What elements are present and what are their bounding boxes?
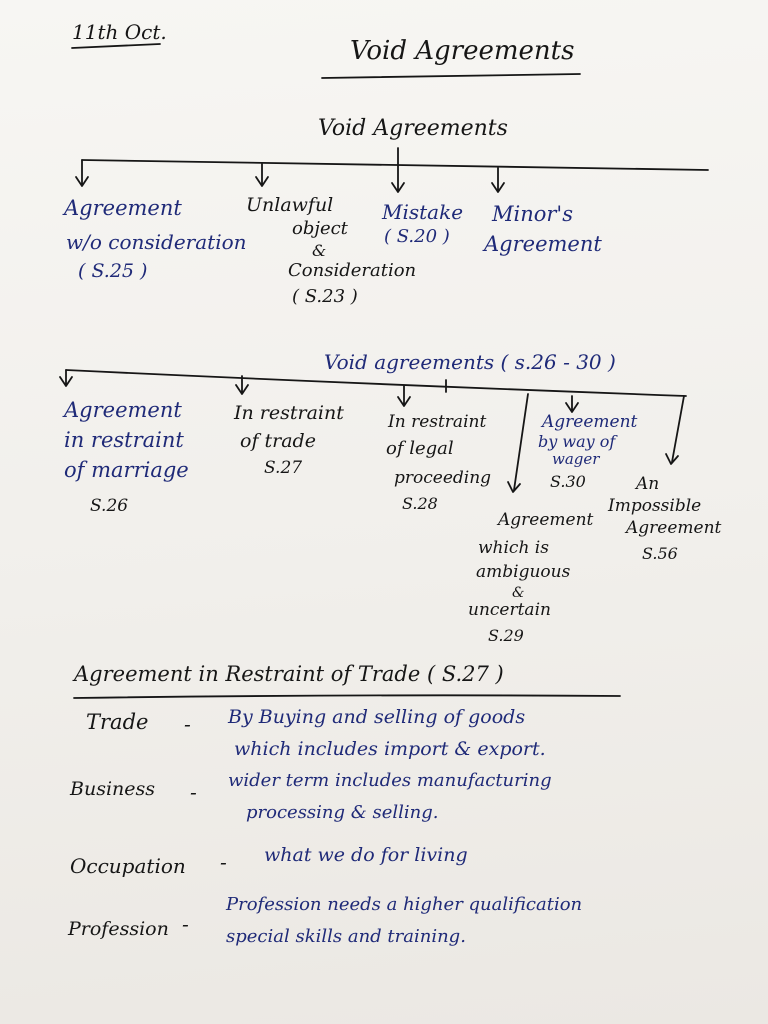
tree1-item-line: object xyxy=(292,218,348,239)
page-title: Void Agreements xyxy=(350,36,575,66)
arrow xyxy=(508,394,528,492)
term-dash: - xyxy=(220,850,227,874)
tree2-item-line: S.29 xyxy=(488,626,524,645)
tree2-item-line: uncertain xyxy=(468,600,551,620)
term-label: Profession xyxy=(68,918,169,940)
tree2-item-line: which is xyxy=(478,538,549,558)
tree2-item-line: wager xyxy=(552,450,600,468)
date-note: 11th Oct. xyxy=(72,20,167,44)
tree1-item-line: ( S.25 ) xyxy=(78,260,148,282)
tree1-item-line: Agreement xyxy=(484,232,602,256)
tree2-item-line: Agreement xyxy=(498,510,594,530)
tree2-item-line: by way of xyxy=(538,432,616,451)
tree1-branch-line xyxy=(82,160,708,170)
arrow xyxy=(256,164,268,186)
arrow xyxy=(666,396,684,464)
tree2-item-line: ambiguous xyxy=(476,562,571,582)
arrow xyxy=(566,396,578,412)
tree2-item-line: In restraint xyxy=(388,412,487,432)
tree2-item-line: Agreement xyxy=(542,412,638,432)
term-definition: processing & selling. xyxy=(246,802,439,823)
tree2-item-line: S.30 xyxy=(550,472,586,491)
tree2-item-line: S.26 xyxy=(90,496,129,516)
tree1-item-line: Minor's xyxy=(492,202,573,226)
term-label: Business xyxy=(70,778,156,800)
tree2-item-line: proceeding xyxy=(394,468,492,488)
term-definition: special skills and training. xyxy=(226,926,466,947)
term-label: Occupation xyxy=(70,854,186,878)
tree1-item-line: Mistake xyxy=(382,200,464,224)
tree1-item-line: Unlawful xyxy=(246,194,334,216)
tree2-item-line: of trade xyxy=(240,430,316,452)
tree2-item-line: Impossible xyxy=(608,496,702,516)
tree2-item-line: of legal xyxy=(386,438,454,459)
tree1-item-line: Consideration xyxy=(288,260,417,281)
tree1-item-line: ( S.20 ) xyxy=(384,226,450,247)
tree2-item-line: S.28 xyxy=(402,494,438,513)
tree2-item-line: In restraint xyxy=(234,402,344,424)
term-label: Trade xyxy=(86,710,149,734)
arrow xyxy=(492,168,504,192)
tree2-item-line: Agreement xyxy=(626,518,722,538)
term-definition: what we do for living xyxy=(264,844,468,866)
term-definition: By Buying and selling of goods xyxy=(228,706,526,728)
date-underline xyxy=(72,44,160,48)
tree2-item-line: & xyxy=(512,585,525,601)
term-definition: which includes import & export. xyxy=(234,738,546,760)
tree2-item-line: of marriage xyxy=(64,458,189,482)
term-definition: wider term includes manufacturing xyxy=(228,770,552,791)
tree1-item-line: ( S.23 ) xyxy=(292,286,358,307)
arrow xyxy=(60,370,72,386)
tree1-item-line: Agreement xyxy=(64,196,182,220)
tree1-item-line: w/o consideration xyxy=(66,230,247,254)
tree2-item-line: Agreement xyxy=(64,398,182,422)
tree2-item-line: S.27 xyxy=(264,458,303,478)
term-dash: - xyxy=(182,912,189,936)
tree2-item-line: An xyxy=(636,474,660,494)
arrow xyxy=(392,166,404,192)
term-dash: - xyxy=(184,712,191,736)
arrow xyxy=(76,160,88,186)
term-dash: - xyxy=(190,780,197,804)
section-underline xyxy=(74,695,620,698)
tree2-arrows xyxy=(60,370,684,492)
tree2-item-line: S.56 xyxy=(642,544,678,563)
tree2-root: Void agreements ( s.26 - 30 ) xyxy=(324,350,616,374)
tree1-arrows xyxy=(76,160,504,192)
title-underline xyxy=(322,74,580,78)
tree1-root: Void Agreements xyxy=(318,116,508,141)
tree1-item-line: & xyxy=(312,241,327,260)
section-heading: Agreement in Restraint of Trade ( S.27 ) xyxy=(74,662,504,686)
arrow xyxy=(398,386,410,406)
term-definition: Profession needs a higher qualification xyxy=(226,894,583,915)
tree2-item-line: in restraint xyxy=(64,428,184,452)
tree2-branch-line xyxy=(66,370,686,396)
